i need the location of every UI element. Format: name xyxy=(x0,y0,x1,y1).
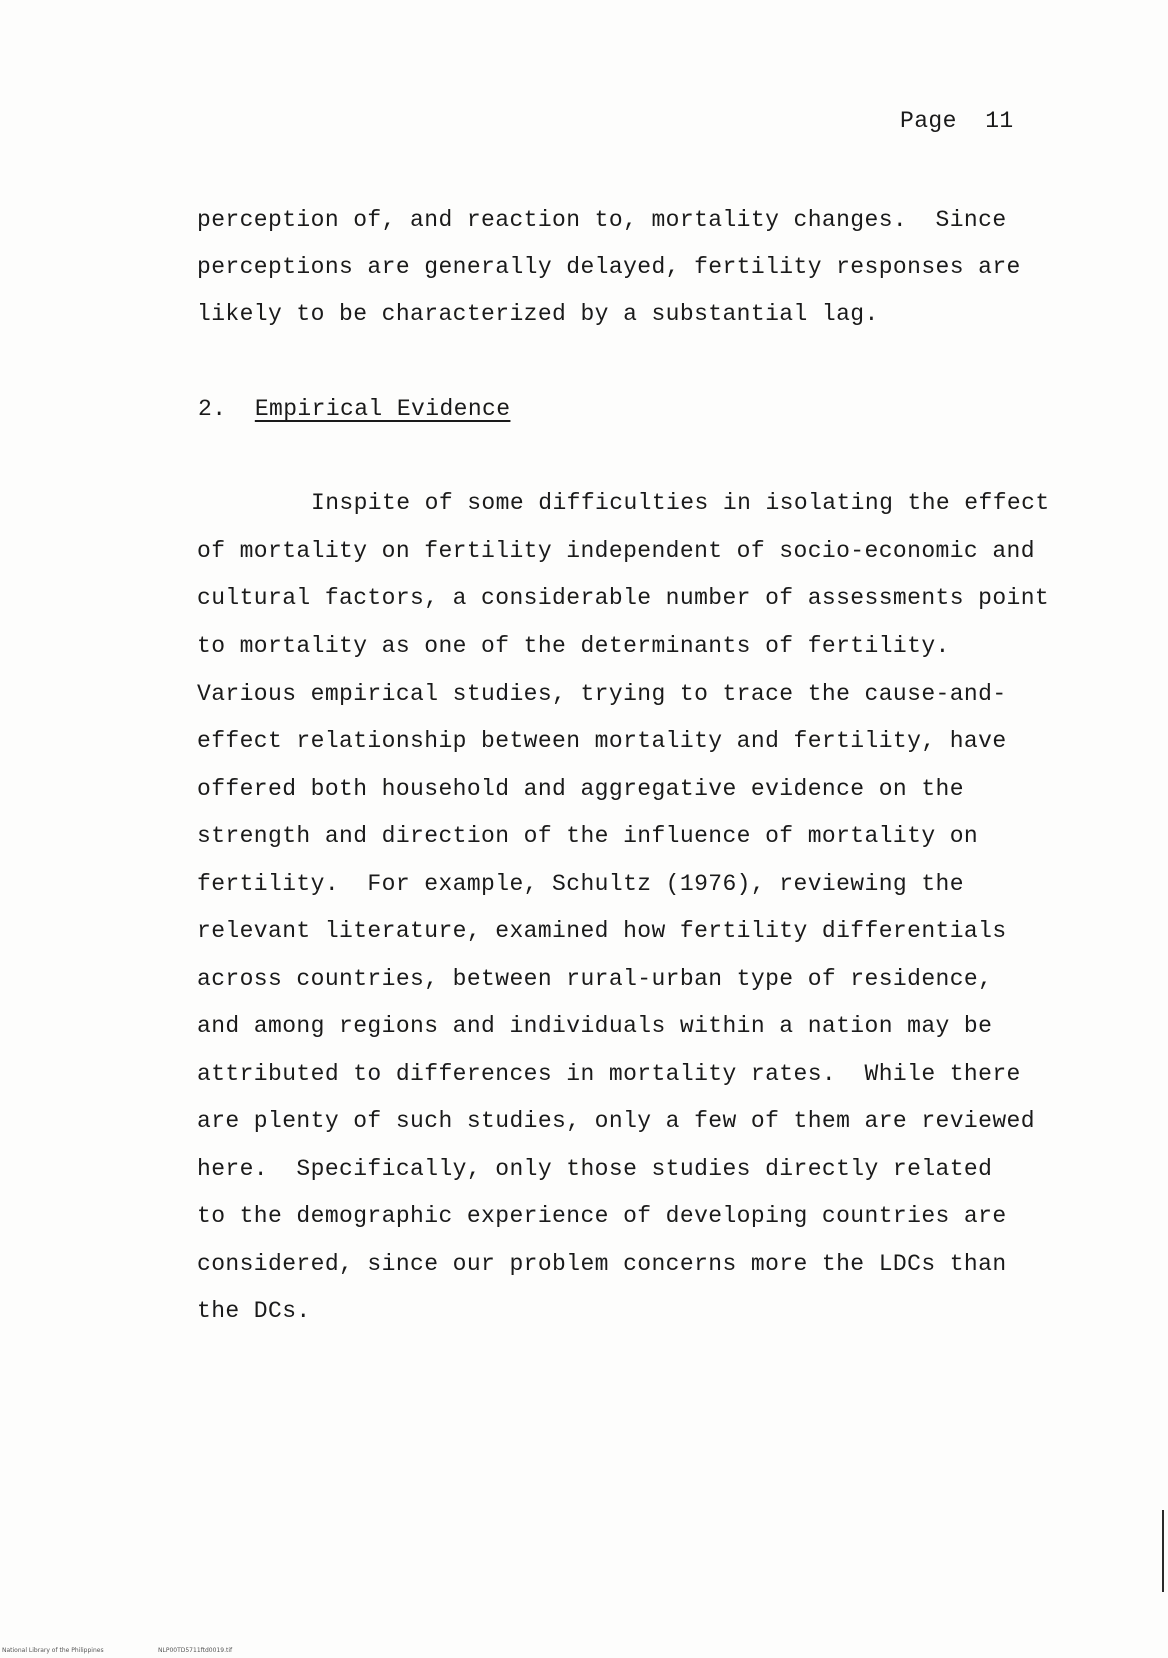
body-line: to the demographic experience of developing countries are xyxy=(197,1203,1007,1229)
body-line: and among regions and individuals within a nation may be xyxy=(197,1013,993,1039)
body-line: here. Specifically, only those studies directly related xyxy=(197,1156,993,1182)
body-line: considered, since our problem concerns more the LDCs than xyxy=(197,1251,1007,1277)
margin-mark xyxy=(1162,1510,1164,1592)
body-line: of mortality on fertility independent of socio-economic and xyxy=(197,538,1035,564)
body-line: are plenty of such studies, only a few of them are reviewed xyxy=(197,1108,1035,1134)
intro-line: likely to be characterized by a substantial lag. xyxy=(197,301,879,327)
intro-line: perception of, and reaction to, mortality changes. Since xyxy=(197,207,1007,233)
body-line: cultural factors, a considerable number of assessments point xyxy=(197,585,1050,611)
body-line: strength and direction of the influence of mortality on xyxy=(197,823,979,849)
body-line: the DCs. xyxy=(197,1298,311,1324)
body-line: across countries, between rural-urban type of residence, xyxy=(197,966,993,992)
body-line: effect relationship between mortality and fertility, have xyxy=(197,728,1007,754)
section-title: Empirical Evidence xyxy=(254,396,511,422)
section-number: 2. xyxy=(198,396,227,422)
body-line: relevant literature, examined how fertility differentials xyxy=(197,918,1007,944)
footer-library: National Library of the Philippines xyxy=(2,1647,104,1654)
body-line: attributed to differences in mortality rates. While there xyxy=(197,1061,1021,1087)
body-line: fertility. For example, Schultz (1976), reviewing the xyxy=(197,871,964,897)
body-line: Various empirical studies, trying to trace the cause-and- xyxy=(197,681,1007,707)
body-line: to mortality as one of the determinants of fertility. xyxy=(197,633,950,659)
body-line: Inspite of some difficulties in isolating the effect xyxy=(311,490,1050,516)
intro-line: perceptions are generally delayed, fertility responses are xyxy=(197,254,1021,280)
footer-file-id: NLP00TD5711ftd0019.tif xyxy=(158,1647,233,1654)
body-line: offered both household and aggregative evidence on the xyxy=(197,776,964,802)
section-heading xyxy=(198,395,510,423)
page-number: Page 11 xyxy=(900,108,1014,134)
